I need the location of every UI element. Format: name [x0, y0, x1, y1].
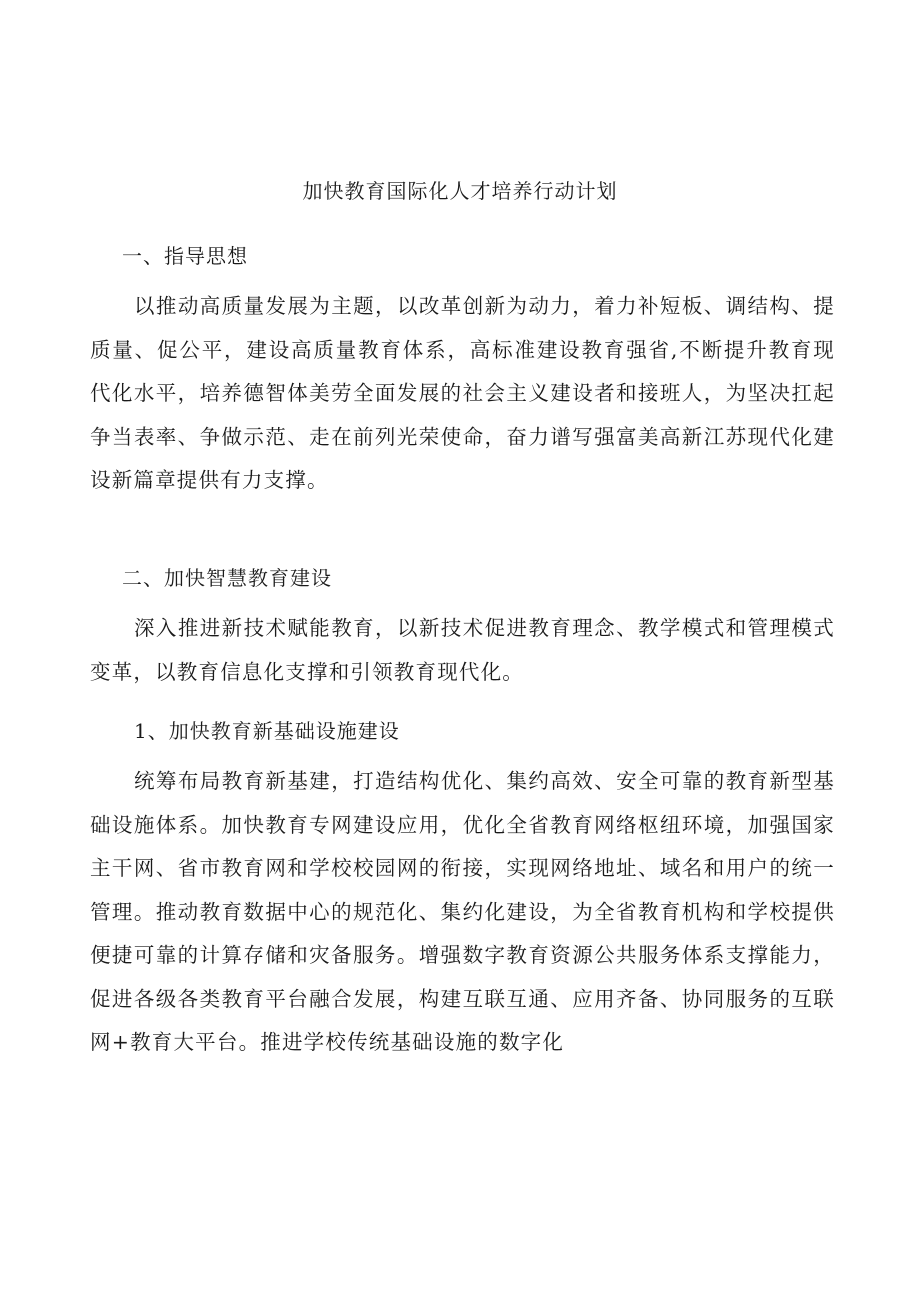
section-heading-guiding-thought: 一、指导思想 [122, 244, 248, 268]
subsection-heading-infrastructure: 1、加快教育新基础设施建设 [134, 719, 400, 743]
section-heading-smart-education: 二、加快智慧教育建设 [122, 566, 332, 590]
paragraph-guiding-thought: 以推动高质量发展为主题，以改革创新为动力，着力补短板、调结构、提质量、促公平，建设高质量教育体系，高标准建设教育强省,不断提升教育现代化水平，培养德智体美劳全面发展的社会主义建设者和接班人，为坚决扛起争当表率、争做示范、走在前列光荣使命，奋力谱写强富美高新江苏现代化建设新篇章提供有力支撑。 [90, 294, 835, 492]
document-title: 加快教育国际化人才培养行动计划 [302, 179, 618, 203]
paragraph-smart-education: 深入推进新技术赋能教育，以新技术促进教育理念、教学模式和管理模式变革，以教育信息化支撑和引领教育现代化。 [90, 616, 835, 684]
paragraph-infrastructure: 统筹布局教育新基建，打造结构优化、集约高效、安全可靠的教育新型基础设施体系。加快教育专网建设应用，优化全省教育网络枢纽环境，加强国家主干网、省市教育网和学校校园网的衔接，实现网络地址、域名和用户的统一管理。推动教育数据中心的规范化、集约化建设，为全省教育机构和学校提供便捷可靠的计算存储和灾备服务。增强数字教育资源公共服务体系支撑能力，促进各级各类教育平台融合发展，构建互联互通、应用齐备、协同服务的互联网+教育大平台。推进学校传统基础设施的数字化 [90, 769, 835, 1054]
